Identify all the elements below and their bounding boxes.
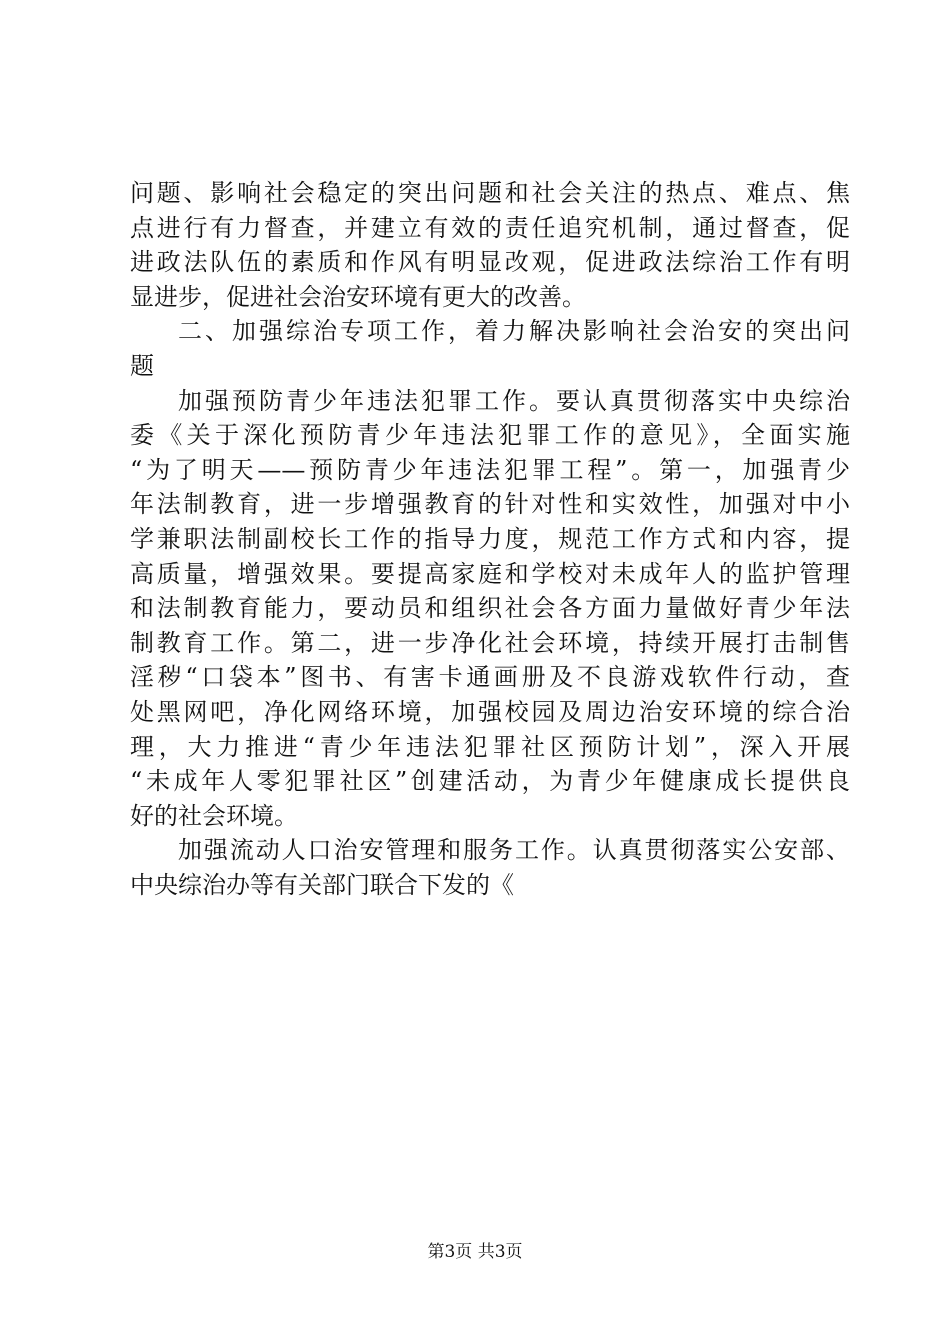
- text-line: “未成年人零犯罪社区”创建活动，为青少年健康成长提供良: [130, 767, 850, 796]
- text-line: 加强流动人口治安管理和服务工作。认真贯彻落实公安部、: [178, 836, 850, 865]
- text-line: 高质量，增强效果。要提高家庭和学校对未成年人的监护管理: [130, 559, 850, 588]
- text-line: 加强预防青少年违法犯罪工作。要认真贯彻落实中央综治: [178, 386, 850, 415]
- document-body: [130, 176, 850, 902]
- text-line: 问题、影响社会稳定的突出问题和社会关注的热点、难点、焦: [130, 179, 850, 207]
- text-line: 理，大力推进“青少年违法犯罪社区预防计划”，深入开展: [130, 732, 850, 761]
- page-footer: [0, 1240, 950, 1264]
- text-line: 中央综治办等有关部门联合下发的《: [130, 870, 514, 899]
- text-line: 显进步，促进社会治安环境有更大的改善。: [130, 282, 586, 311]
- text-line: 点进行有力督查，并建立有效的责任追究机制，通过督查，促: [130, 213, 850, 242]
- text-line: 好的社会环境。: [130, 801, 298, 830]
- section-heading-line: 二、加强综治专项工作，着力解决影响社会治安的突出问: [178, 317, 850, 346]
- text-line: 淫秽“口袋本”图书、有害卡通画册及不良游戏软件行动，查: [130, 663, 850, 692]
- text-line: 年法制教育，进一步增强教育的针对性和实效性，加强对中小: [130, 490, 850, 519]
- section-heading-line: 题: [130, 351, 154, 380]
- text-line: 委《关于深化预防青少年违法犯罪工作的意见》，全面实施: [130, 421, 850, 450]
- text-line: 处黑网吧，净化网络环境，加强校园及周边治安环境的综合治: [130, 697, 850, 726]
- text-line: 和法制教育能力，要动员和组织社会各方面力量做好青少年法: [130, 594, 850, 623]
- text-line: 学兼职法制副校长工作的指导力度，规范工作方式和内容，提: [130, 524, 850, 553]
- page-number-label: 第3页 共3页: [427, 1242, 523, 1262]
- text-line: “为了明天——预防青少年违法犯罪工程”。第一，加强青少: [130, 455, 850, 484]
- text-line: 进政法队伍的素质和作风有明显改观，促进政法综治工作有明: [130, 248, 850, 277]
- text-line: 制教育工作。第二，进一步净化社会环境，持续开展打击制售: [130, 628, 850, 657]
